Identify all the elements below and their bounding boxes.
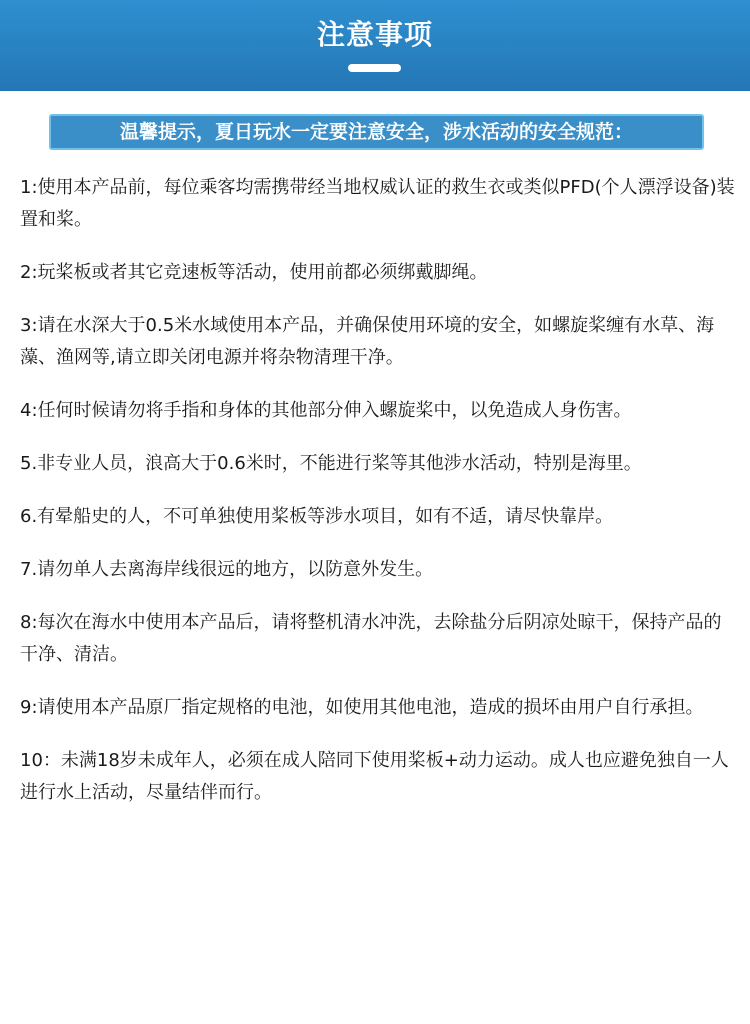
title-underline [348,64,401,72]
header-banner [0,0,750,91]
notice-item-9: 9:请使用本产品原厂指定规格的电池，如使用其他电池，造成的损坏由用户自行承担。 [20,697,704,718]
subtitle-text: 温馨提示，夏日玩水一定要注意安全，涉水活动的安全规范： [119,121,633,143]
notice-item-1: 1:使用本产品前，每位乘客均需携带经当地权威认证的救生衣或类似PFD(个人漂浮设备)装置和桨。 [20,177,735,230]
notice-item-3: 3:请在水深大于0.5米水域使用本产品，并确保使用环境的安全，如螺旋桨缠有水草、海藻、渔网等,请立即关闭电源并将杂物清理干净。 [20,315,715,368]
notice-item-4: 4:任何时候请勿将手指和身体的其他部分伸入螺旋桨中，以免造成人身伤害。 [20,400,632,421]
notice-item-10: 10：未满18岁未成年人，必须在成人陪同下使用桨板+动力运动。成人也应避免独自一人进行水上活动，尽量结伴而行。 [20,750,729,803]
subtitle-banner [49,114,704,150]
notice-item-6: 6.有晕船史的人，不可单独使用桨板等涉水项目，如有不适，请尽快靠岸。 [20,506,614,527]
notice-list [20,172,735,830]
page-title: 注意事项 [316,18,433,51]
notice-item-2: 2:玩桨板或者其它竞速板等活动，使用前都必须绑戴脚绳。 [20,262,488,283]
notice-item-8: 8:每次在海水中使用本产品后，请将整机清水冲洗，去除盐分后阴凉处晾干，保持产品的干净、清洁。 [20,612,722,665]
notice-item-7: 7.请勿单人去离海岸线很远的地方，以防意外发生。 [20,559,434,580]
notice-item-5: 5.非专业人员，浪高大于0.6米时，不能进行桨等其他涉水活动，特别是海里。 [20,453,642,474]
